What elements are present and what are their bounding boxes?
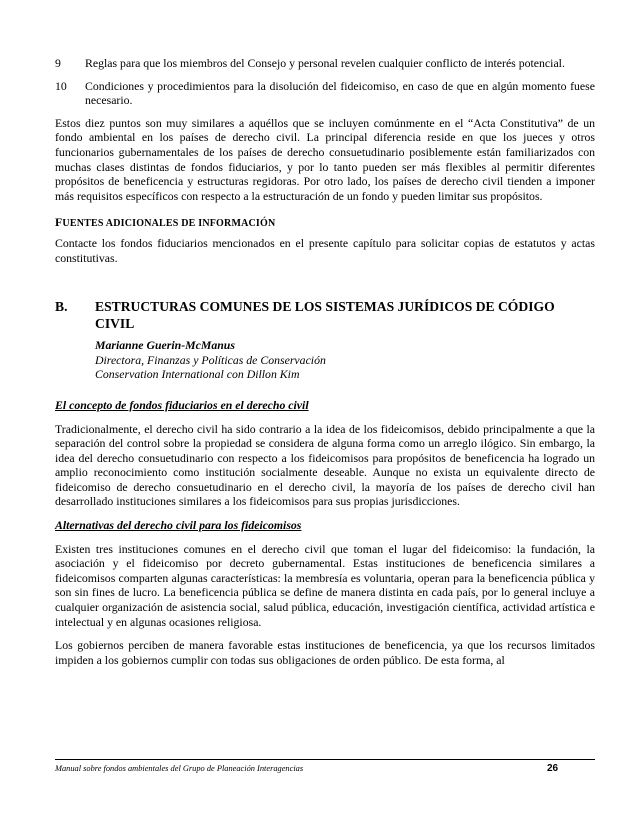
footer-title: Manual sobre fondos ambientales del Grupo de Planeación Interagencias (55, 764, 304, 773)
sources-paragraph: Contacte los fondos fiduciarios mencionados en el presente capítulo para solicitar copias de estatutos y actas constitutivas. (55, 235, 595, 265)
list-item-number: 10 (55, 78, 67, 93)
author-byline (95, 338, 595, 382)
list-item-text: Reglas para que los miembros del Consejo y personal revelen cualquier conflicto de interés potencial. (85, 56, 565, 70)
spacer (55, 274, 595, 298)
sources-heading-initial: F (55, 215, 63, 230)
list-item-number: 9 (55, 56, 61, 70)
sources-heading-rest: UENTES ADICIONALES DE INFORMACIÓN (62, 218, 276, 230)
author-role: Directora, Finanzas y Políticas de Conservación (95, 352, 326, 367)
intro-paragraph: Estos diez puntos son muy similares a aquéllos que se incluyen comúnmente en el “Acta Constitutiva” de un fondo ambiental en los países de derecho civil. La principal diferencia reside en que los jueces y otros funcionarios gubernamentales de los países de derecho consuetudinario posiblemente están familiarizados con muchas clases distintas de fondos fiduciarios, y por lo tanto pueden ser más flexibles al permitir diferentes propósitos de beneficencia y estructuras regidoras. Por otro lado, los países de derecho civil tienden a imponer más requisitos específicos con respecto a la estructuración de un fondo y pueden limitar sus propósitos. (55, 115, 595, 203)
section-letter: B. (55, 299, 68, 315)
paragraph-civil-trust: Tradicionalmente, el derecho civil ha sido contrario a la idea de los fideicomisos, debido principalmente a que la separación del control sobre la propiedad se considera de alguna forma como un arreglo ilógico. Sin embargo, la idea del derecho consuetudinario con respecto a los fideicomisos para propósitos de beneficencia ha logrado un amplio reconocimiento como institución socialmente deseable. Aunque no exista un equivalente directo de fideicomiso de derecho consuetudinario en el derecho civil, la mayoría de los países de derecho civil han desarrollado instituciones similares a los fideicomisos para sus propias jurisdicciones. (55, 421, 595, 509)
sources-heading (55, 215, 595, 232)
section-title: ESTRUCTURAS COMUNES DE LOS SISTEMAS JURÍDICOS DE CÓDIGO CIVIL (95, 299, 555, 332)
subsection-heading-alternatives: Alternativas del derecho civil para los fideicomisos (55, 518, 302, 533)
paragraph-governments: Los gobiernos perciben de manera favorable estas instituciones de beneficencia, ya que los recursos limitados impiden a los gobiernos cumplir con todas sus obligaciones de orden público. De esta forma, al (55, 638, 595, 667)
list-item (55, 56, 595, 71)
page-number: 26 (547, 763, 559, 774)
list-item-text: Condiciones y procedimientos para la disolución del fideicomiso, en caso de que en algún momento fuese necesario. (85, 78, 595, 108)
section-heading (55, 298, 595, 332)
footer-divider (55, 759, 595, 760)
author-name: Marianne Guerin-McManus (95, 338, 235, 353)
list-item (55, 79, 595, 108)
paragraph-alternatives: Existen tres instituciones comunes en el derecho civil que toman el lugar del fideicomiso: la fundación, la asociación y el fideicomiso por decreto gubernamental. Estas instituciones de beneficencia similares a fideicomisos comparten algunas características: la membresía es voluntaria, operan para la beneficencia pública y son sin fines de lucro. La beneficencia pública se define de manera distinta en cada país, por lo general incluye a cualquier organización de asistencia social, salud pública, educación, investigación científica, actividad artística e intelectual y en algunas ocasiones religiosa. (55, 541, 595, 629)
page-body (55, 56, 595, 676)
author-affiliation: Conservation International con Dillon Kim (95, 367, 300, 382)
subsection-heading-civil-trust: El concepto de fondos fiduciarios en el derecho civil (55, 397, 309, 412)
